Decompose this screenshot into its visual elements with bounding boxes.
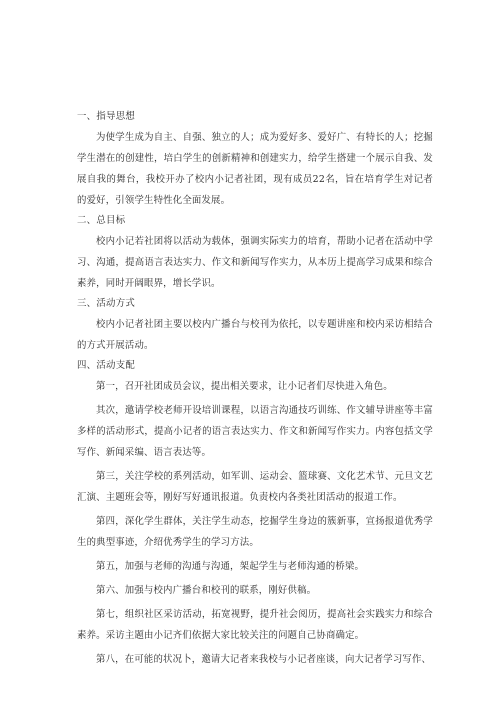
paragraph-arrangement-1: 第一，召开社团成员会议，提出相关要求，让小记者们尽快进入角色。 xyxy=(96,381,393,392)
paragraph-arrangement-8: 第八，在可能的状况卜，邀请大记者来我校与小记者座谈，向大记者学习写作、 xyxy=(96,654,432,665)
paragraph-arrangement-3: 第三，关注学校的系列活动，如军训、运动会、篮球赛、文化艺术节、元旦文艺汇演、主题班会等，刚好写好通讯报道。负责校内各类社团活动的报道工作。 xyxy=(77,471,433,503)
paragraph-arrangement-6: 第六、加强与校内广播台和校刊的联系，刚好供稿。 xyxy=(96,585,317,596)
paragraph-activity-method: 校内小记者社团主要以校内广播台与校刊为依托，以专题讲座和校内采访相结合的方式开展活动。 xyxy=(77,319,433,351)
section-heading-guiding-thought: 一、指导思想 xyxy=(77,111,136,122)
paragraph-guiding-thought: 为使学生成为自主、自强、独立的人；成为爱好多、爱好广、有特长的人；挖掘学生潜在的创建性，培白学生的创新精神和创建实力，给学生搭建一个展示自我、发展自我的舞台，我校开办了校内小记者社团，现有成员22名，旨在培育学生对记者的爱好，引领学生特性化全面发展。 xyxy=(77,132,433,206)
section-heading-activity-arrangement: 四、活动支配 xyxy=(77,360,136,371)
section-heading-overall-goal: 二、总目标 xyxy=(77,215,126,226)
document-body xyxy=(77,107,433,670)
paragraph-arrangement-4: 第四，深化学生群体，关注学生动态，挖掘学生身边的簇新事，宣扬报道优秀学生的典型事迹，介绍优秀学生的学习方法。 xyxy=(77,516,433,548)
paragraph-arrangement-2: 其次，邀请学校老师开设培训课程，以语言沟通技巧训练、作文辅导讲座等丰富多样的活动形式，提高小记者的语言表达实力、作文和新闻写作实力。内容包括文学写作、新闻采编、语言表达等。 xyxy=(77,405,433,458)
paragraph-arrangement-7: 第七，组织社区采访活动，拓宽视野，提升社会阅历，提高社会实践实力和综合素养。采访主题由小记齐们依据大家比较关注的问题自己协商确定。 xyxy=(77,609,433,641)
paragraph-overall-goal: 校内小记若社团将以活动为载体，强调实际实力的培育，帮助小记者在活动中学习、沟通，提高语言表达实力、作文和新闻写作实力，从本历上提高学习成果和综合素养，同时开阔眼界，增长学识。 xyxy=(77,236,433,289)
section-heading-activity-method: 三、活动方式 xyxy=(77,298,136,309)
paragraph-arrangement-5: 第五，加强与老师的沟通与沟通，架起学生与老师沟通的桥梁。 xyxy=(96,561,365,572)
